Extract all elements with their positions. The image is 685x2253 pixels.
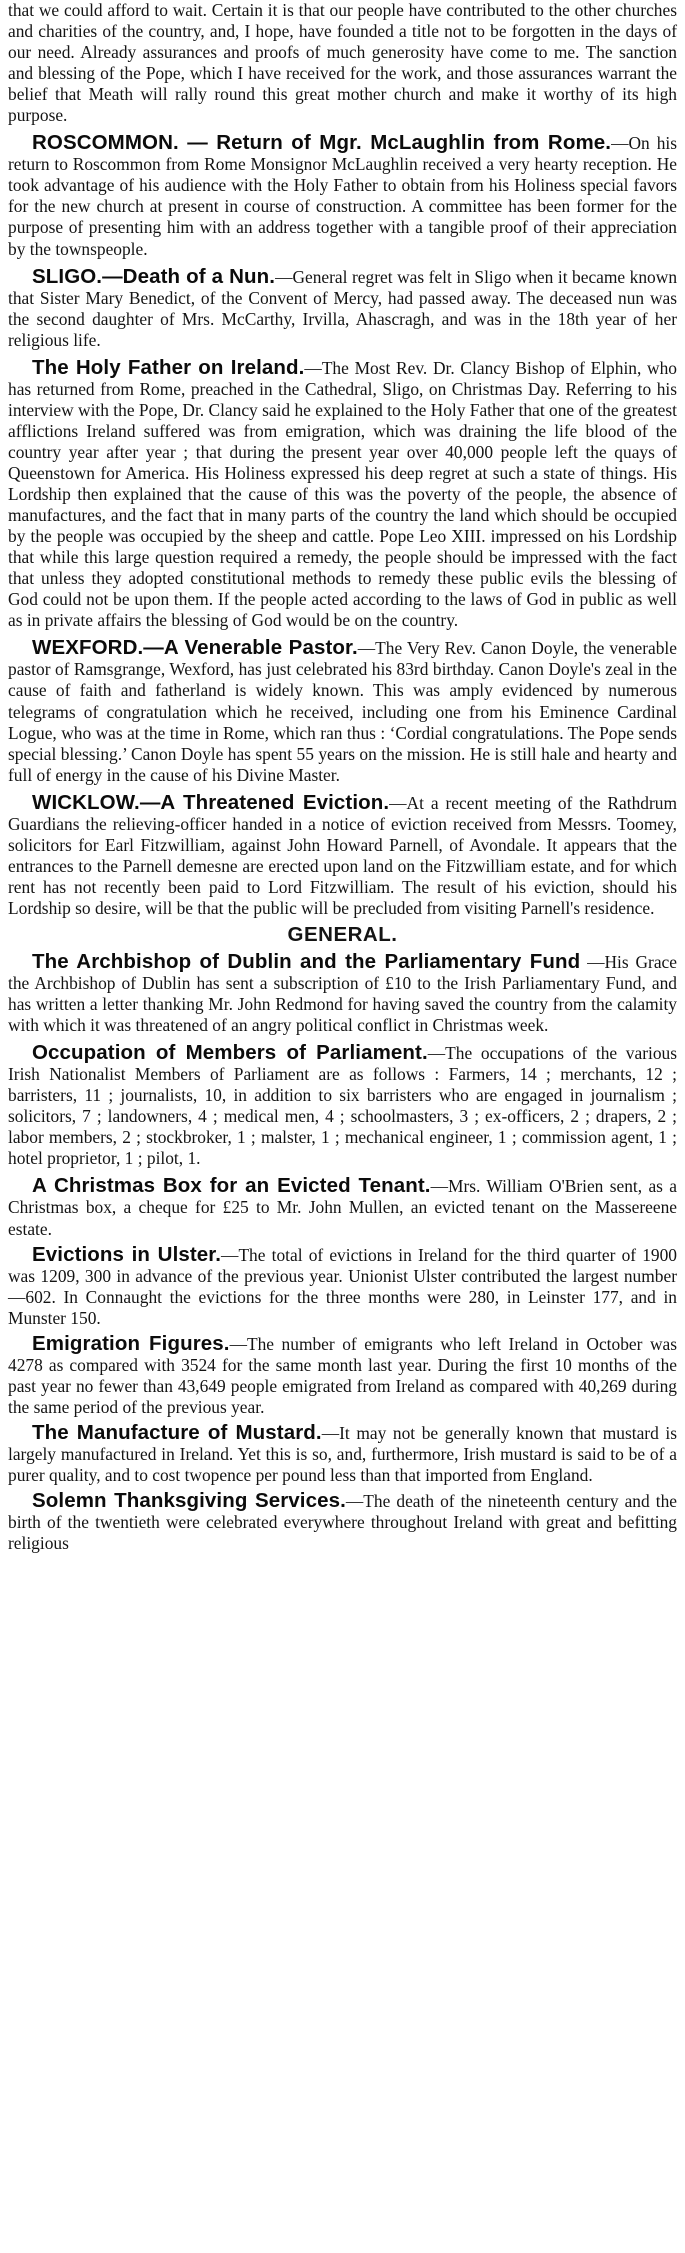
article-heading: WEXFORD.—A Venerable Pastor. bbox=[32, 636, 358, 660]
article-heading: SLIGO.—Death of a Nun. bbox=[32, 264, 276, 288]
article-body: —Mrs. William O'Brien sent, as a Christmas box, a cheque for £25 to Mr. John Mullen, an evicted tenant on the Massereene estate. bbox=[8, 1176, 677, 1239]
article-heading: The Manufacture of Mustard. bbox=[32, 1420, 322, 1444]
article-heading: The Holy Father on Ireland. bbox=[32, 355, 305, 379]
article-heading: Evictions in Ulster. bbox=[32, 1242, 222, 1266]
section-heading-general: GENERAL. bbox=[287, 922, 398, 946]
article-body: —The number of emigrants who left Ireland in October was 4278 as compared with 3524 for the same month last year. During the first 10 months of the past year no fewer than 43,649 people emigrated from Ireland as compared with 40,269 during the same period of the previous year. bbox=[8, 1333, 677, 1417]
article-body: —His Grace the Archbishop of Dublin has sent a subscription of £10 to the Irish Parliamentary Fund, and has written a letter thanking Mr. John Redmond for having saved the country from the calamity with which it was threatened of an angry political conflict in Christmas week. bbox=[8, 951, 677, 1036]
article-mustard bbox=[8, 1422, 677, 1486]
article-heading: ROSCOMMON. — Return of Mgr. McLaughlin from Rome. bbox=[32, 131, 612, 155]
article-body: —The Very Rev. Canon Doyle, the venerable pastor of Ramsgrange, Wexford, has just celebrated his 83rd birthday. Canon Doyle's zeal in the cause of faith and fatherland is widely known. This was amply evidenced by numerous telegrams of congratulation which he received, including one from his Eminence Cardinal Logue, who was at the time in Rome, which ran thus : ‘Cordial congratulations. The Pope sends special blessing.’ Canon Doyle has spent 55 years on the mission. He is still hale and hearty and full of energy in the cause of his Divine Master. bbox=[8, 638, 677, 785]
article-body: —The Most Rev. Dr. Clancy Bishop of Elphin, who has returned from Rome, preached in the Cathedral, Sligo, on Christmas Day. Referring to his interview with the Pope, Dr. Clancy said he explained to the Holy Father that one of the greatest afflictions Ireland suffered was from emigration, which was draining the life blood of the country year after year ; that during the present year over 40,000 people left the quays of Queenstown for America. His Holiness expressed his deep regret at such a state of things. His Lordship then explained that the cause of this was the poverty of the people, the absence of manufactures, and the fact that in many parts of the country the land which should be occupied by the people was occupied by the sheep and cattle. Pope Leo XIII. impressed on his Lordship that while this large question required a remedy, the people should be impressed with the fact that unless they adopted constitutional methods to remedy these public evils the blessing of God could not be upon them. If the people acted according to the laws of God in public as well as in private affairs the blessing of God would be on the country. bbox=[8, 357, 677, 631]
article-heading: Emigration Figures. bbox=[32, 1331, 230, 1355]
article-heading: Occupation of Members of Parliament. bbox=[32, 1041, 428, 1065]
article-wexford bbox=[8, 637, 677, 785]
article-archbishop-fund bbox=[8, 951, 677, 1036]
article-heading: A Christmas Box for an Evicted Tenant. bbox=[32, 1174, 431, 1198]
article-christmas-box bbox=[8, 1175, 677, 1239]
article-emigration-figures bbox=[8, 1333, 677, 1418]
article-body: —General regret was felt in Sligo when it became known that Sister Mary Benedict, of the Convent of Mercy, had passed away. The deceased nun was the second daughter of Mrs. McCarthy, Irvilla, Ahascragh, and was in the 18th year of her religious life. bbox=[8, 266, 678, 350]
article-heading: WICKLOW.—A Threatened Eviction. bbox=[32, 790, 390, 814]
article-body: —It may not be generally known that mustard is largely manufactured in Ireland. Yet this is so, and, furthermore, Irish mustard is said to be of a purer quality, and to cost twopence per pound less than that imported from England. bbox=[8, 1422, 677, 1486]
article-body: —On his return to Roscommon from Rome Monsignor McLaughlin received a very hearty reception. He took advantage of his audience with the Holy Father to obtain from his Holiness special favors for the new church at present in course of construction. A committee has been former for the purpose of presenting him with an address together with a tangible proof of their appreciation by the townspeople. bbox=[8, 133, 677, 259]
article-roscommon bbox=[8, 132, 677, 259]
newspaper-column bbox=[8, 0, 677, 1554]
article-body: that we could afford to wait. Certain it is that our people have contributed to the other churches and charities of the country, and, I hope, have founded a title not to be forgotten in the days of our need. Already assurances and proofs of much generosity have come to me. The sanction and blessing of the Pope, which I have received for the work, and those assurances warrant the belief that Meath will rally round this great mother church and make it worthy of its high purpose. bbox=[8, 0, 677, 126]
article-wicklow bbox=[8, 792, 677, 919]
article-thanksgiving bbox=[8, 1490, 677, 1554]
article-heading: Solemn Thanksgiving Services. bbox=[32, 1489, 346, 1513]
article-occupations bbox=[8, 1042, 677, 1169]
article-evictions-ulster bbox=[8, 1244, 677, 1329]
article-meath-continuation bbox=[8, 0, 677, 126]
article-holy-father bbox=[8, 357, 677, 632]
article-body: —At a recent meeting of the Rathdrum Guardians the relieving-officer handed in a notice of eviction received from Messrs. Toomey, solicitors for Earl Fitzwilliam, against John Howard Parnell, of Avondale. It appears that the entrances to the Parnell demesne are erected upon land on the Fitzwilliam estate, and for which rent has not recently been paid to Lord Fitzwilliam. The result of his eviction, should his Lordship so desire, will be that the public will be precluded from visiting Parnell's residence. bbox=[8, 792, 677, 918]
article-heading: The Archbishop of Dublin and the Parliamentary Fund bbox=[32, 949, 581, 973]
article-body: —The death of the nineteenth century and the birth of the twentieth were celebrated everywhere throughout Ireland with great and befitting religious bbox=[8, 1491, 677, 1554]
article-sligo bbox=[8, 266, 677, 351]
article-body: —The occupations of the various Irish Nationalist Members of Parliament are as follows : Farmers, 14 ; merchants, 12 ; barristers, 11 ; journalists, 10, in addition to six barristers who are engaged in journalism ; solicitors, 7 ; landowners, 4 ; medical men, 4 ; schoolmasters, 3 ; ex-officers, 2 ; drapers, 2 ; labor members, 2 ; stockbroker, 1 ; malster, 1 ; mechanical engineer, 1 ; commission agent, 1 ; hotel proprietor, 1 ; pilot, 1. bbox=[8, 1043, 677, 1169]
article-body: —The total of evictions in Ireland for the third quarter of 1900 was 1209, 300 in advance of the previous year. Unionist Ulster contributed the largest number—602. In Connaught the evictions for the three months were 280, in Leinster 177, and in Munster 150. bbox=[8, 1244, 678, 1328]
